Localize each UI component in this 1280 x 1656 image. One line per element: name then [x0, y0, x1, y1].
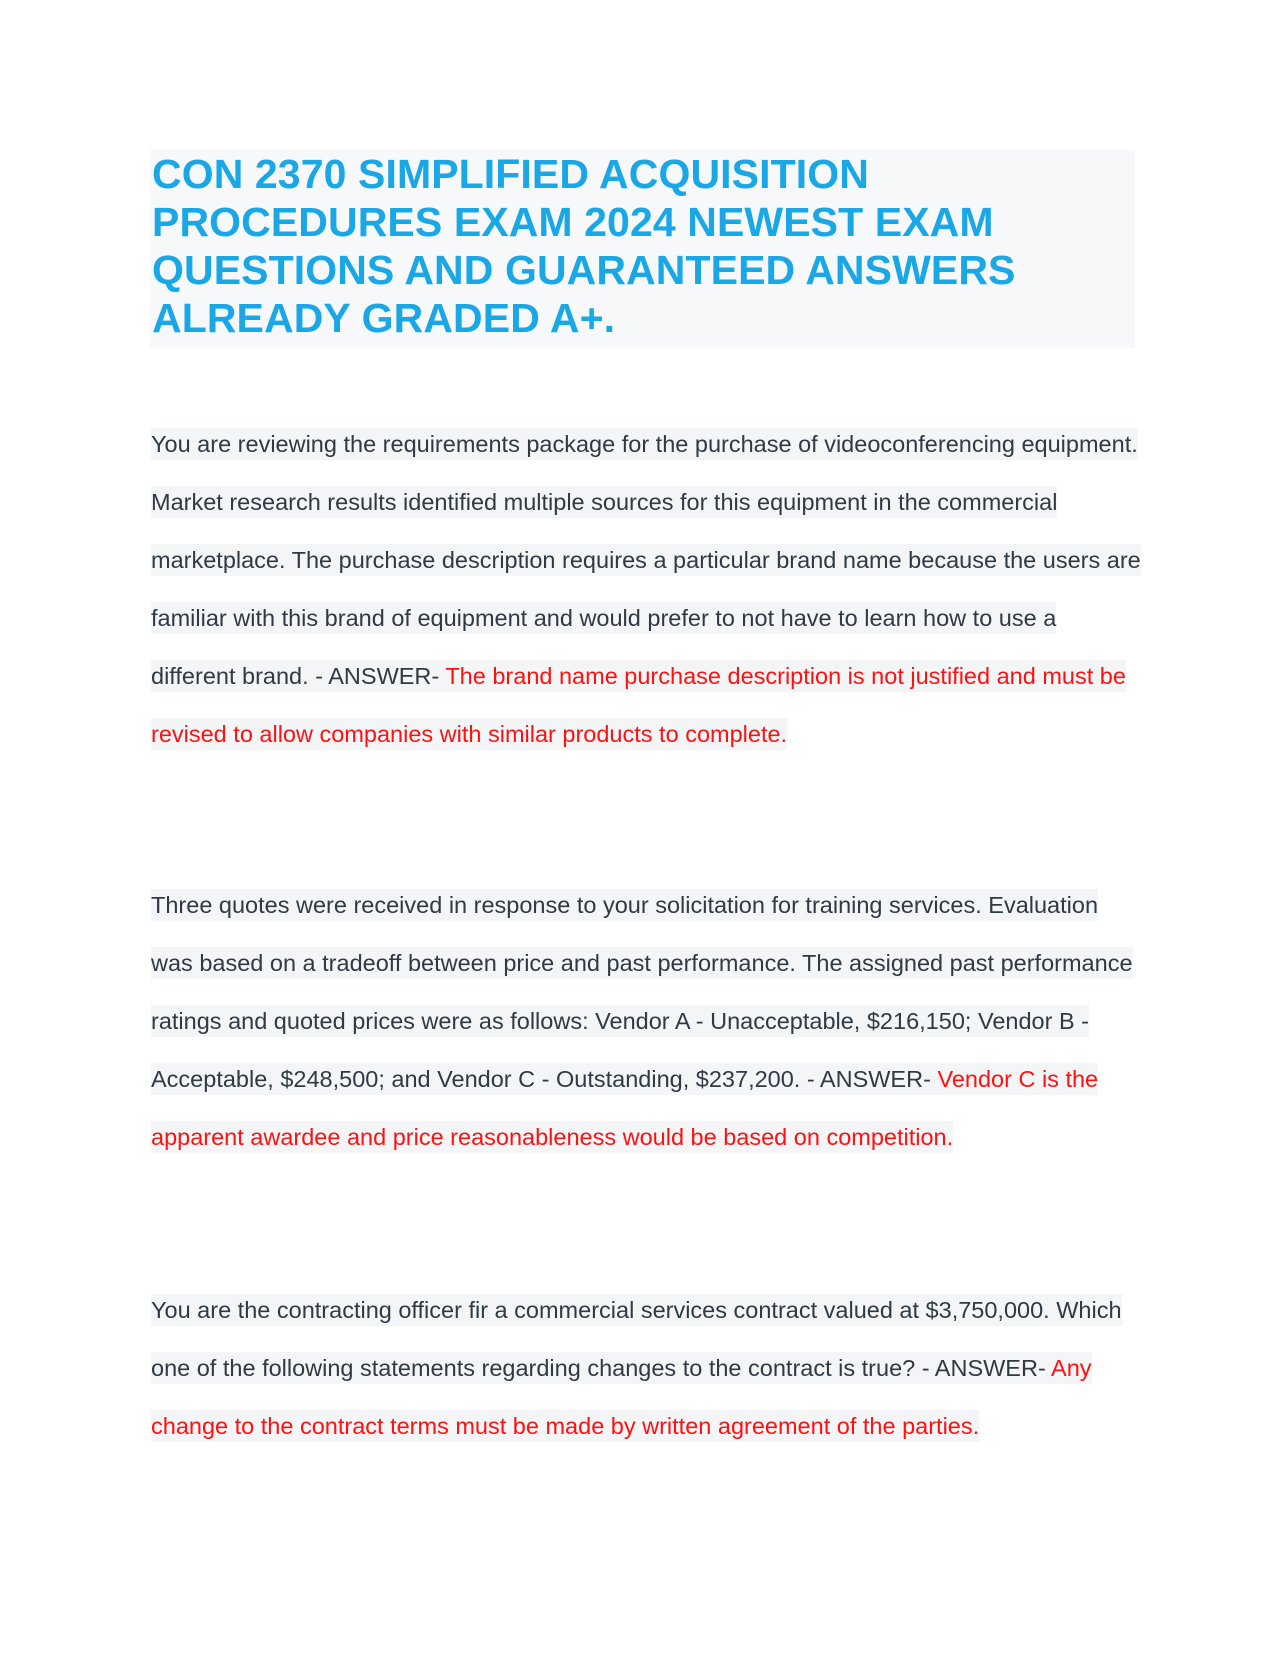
answer-label: - ANSWER-	[807, 1063, 938, 1095]
qa-item	[151, 415, 1141, 763]
answer-text: Vendor C is the apparent awardee and price reasonableness would be based on competition.	[151, 1063, 1098, 1153]
answer-text: Any change to the contract terms must be made by written agreement of the parties.	[151, 1352, 1092, 1442]
answer-label: - ANSWER-	[315, 660, 445, 692]
qa-item	[151, 876, 1141, 1166]
question-text: You are the contracting officer fir a commercial services contract valued at $3,750,000. Which one of the following statements regarding changes to the contract is true?	[151, 1294, 1122, 1384]
answer-label: - ANSWER-	[922, 1352, 1051, 1384]
document-title: CON 2370 SIMPLIFIED ACQUISITION PROCEDURES EXAM 2024 NEWEST EXAM QUESTIONS AND GUARANTEED ANSWERS ALREADY GRADED A+.	[152, 151, 1016, 341]
qa-item	[151, 1281, 1141, 1455]
question-text: Three quotes were received in response to your solicitation for training services. Evaluation was based on a tradeoff between price and past performance. The assigned past performance ratings and quoted prices were as follows: Vendor A - Unacceptable, $216,150; Vendor B - Acceptable, $248,500; and Vendor C - Outstanding, $237,200.	[151, 889, 1133, 1095]
question-text: You are reviewing the requirements package for the purchase of videoconferencing equipment. Market research results identified multiple sources for this equipment in the commercial marketplace. The purchase description requires a particular brand name because the users are familiar with this brand of equipment and would prefer to not have to learn how to use a different brand.	[151, 428, 1141, 692]
answer-text: The brand name purchase description is not justified and must be revised to allow companies with similar products to complete.	[151, 660, 1126, 750]
